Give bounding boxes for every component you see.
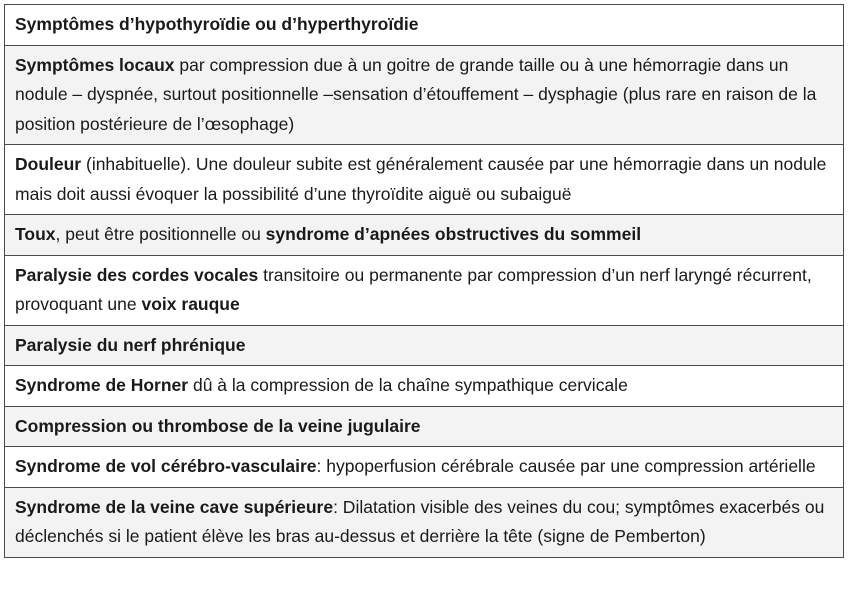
table-row: [5, 488, 843, 557]
table-row: [5, 407, 843, 448]
table-row: [5, 326, 843, 367]
row-text: dû à la compression de la chaîne sympathique cervicale: [188, 375, 628, 395]
table-header-label: Symptômes d’hypothyroïdie ou d’hyperthyroïdie: [15, 14, 419, 34]
table-row: [5, 46, 843, 146]
row-term: Paralysie des cordes vocales: [15, 264, 259, 285]
row-term: Paralysie du nerf phrénique: [15, 334, 246, 355]
table-header: [5, 5, 843, 46]
table-row: [5, 447, 843, 488]
row-term: Toux: [15, 224, 56, 244]
row-term: Symptômes locaux: [15, 54, 175, 75]
table-row: [5, 256, 843, 326]
table-row: [5, 145, 843, 215]
row-text: (inhabituelle). Une douleur subite est généralement causée par une hémorragie dans un nodule mais doit aussi évoquer la possibilité d’une thyroïdite aiguë ou subaiguë: [15, 154, 827, 204]
row-term-secondary: syndrome d’apnées obstructives du sommeil: [265, 224, 642, 244]
symptoms-table: [4, 4, 844, 558]
row-term: Syndrome de vol cérébro-vasculaire: [15, 456, 317, 476]
row-text: par compression due à un goitre de grande taille ou à une hémorragie dans un nodule – dyspnée, surtout positionnelle –sensation d’étouffement – dysphagie (plus rare en raison de la position postérieure de l’œsophage): [15, 54, 817, 134]
row-text: : hypoperfusion cérébrale causée par une compression artérielle: [316, 456, 816, 476]
row-term: Syndrome de Horner: [15, 375, 189, 395]
row-term: Syndrome de la veine cave supérieure: [15, 496, 334, 517]
row-text: transitoire ou permanente par compression d’un nerf laryngé récurrent, provoquant une: [15, 264, 812, 314]
table-row: [5, 366, 843, 407]
row-term: Compression ou thrombose de la veine jugulaire: [15, 415, 421, 436]
row-term-secondary: voix rauque: [141, 294, 240, 314]
table-row: [5, 215, 843, 256]
row-term: Douleur: [15, 154, 82, 174]
row-text: : Dilatation visible des veines du cou; symptômes exacerbés ou déclenchés si le patient élève les bras au-dessus et derrière la tête (signe de Pemberton): [15, 496, 825, 546]
row-text: , peut être positionnelle ou: [55, 224, 266, 244]
